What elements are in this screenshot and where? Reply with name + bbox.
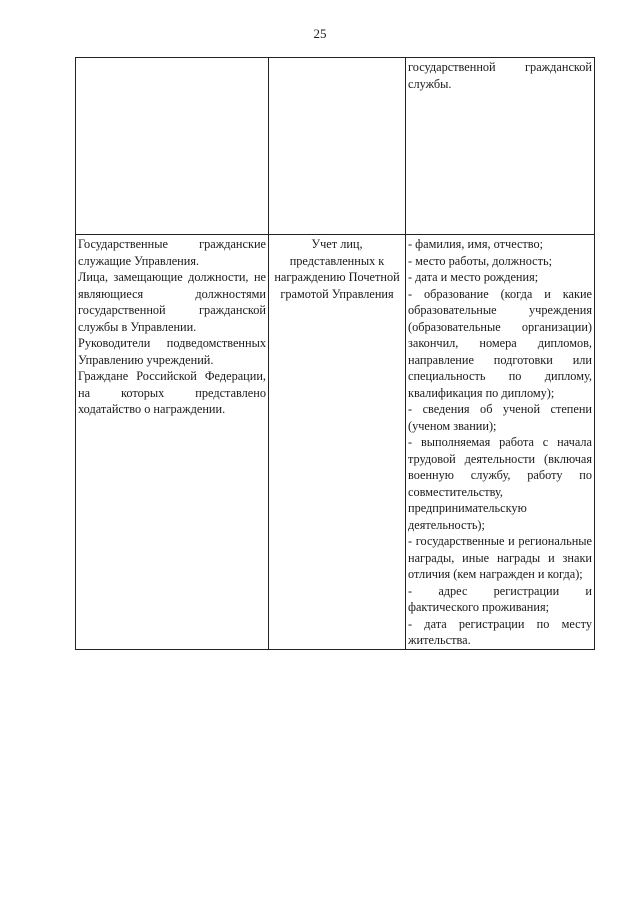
list-item: - государственные и региональные награды, иные награды и знаки отличия (кем награжден и когда);: [408, 534, 592, 581]
subject-item: Лица, замещающие должности, не являющиеся должностями государственной гражданской службы в Управлении.: [78, 270, 266, 334]
list-item: - выполняемая работа с начала трудовой деятельности (включая военную службу, работу по совместительству, предпринимательскую деятельность);: [408, 435, 592, 532]
list-item: - место работы, должность;: [408, 253, 553, 268]
subject-item: Граждане Российской Федерации, на которых представлено ходатайство о награждении.: [78, 369, 266, 416]
table-cell-data-list: [406, 235, 595, 650]
table-cell-data-list: [406, 58, 595, 235]
table-cell-subjects: [76, 58, 269, 235]
table-cell-purpose: [269, 235, 406, 650]
list-item: - адрес регистрации и фактического проживания;: [408, 583, 592, 614]
list-item: государственной гражданской службы.: [408, 60, 592, 91]
list-item: - сведения об ученой степени (ученом звании);: [408, 402, 592, 433]
data-table: [75, 57, 595, 650]
list-item: - образование (когда и какие образовательные учреждения (образовательные организации) закончил, номера дипломов, направление подготовки или специальность по диплому, квалификация по диплому);: [408, 286, 592, 400]
list-item: - дата и место рождения;: [408, 270, 539, 284]
subject-item: Руководители подведомственных Управлению учреждений.: [78, 336, 266, 367]
list-item: - дата регистрации по месту жительства.: [408, 616, 592, 647]
page-number: 25: [313, 26, 327, 41]
table-cell-purpose: [269, 58, 406, 235]
purpose-text: Учет лиц, представленных к награждению Почетной грамотой Управления: [274, 237, 400, 301]
list-item: - фамилия, имя, отчество;: [408, 237, 544, 251]
table-row: [76, 235, 595, 650]
subject-item: Государственные гражданские служащие Управления.: [78, 237, 266, 268]
table-row: [76, 58, 595, 235]
table-cell-subjects: [76, 235, 269, 650]
